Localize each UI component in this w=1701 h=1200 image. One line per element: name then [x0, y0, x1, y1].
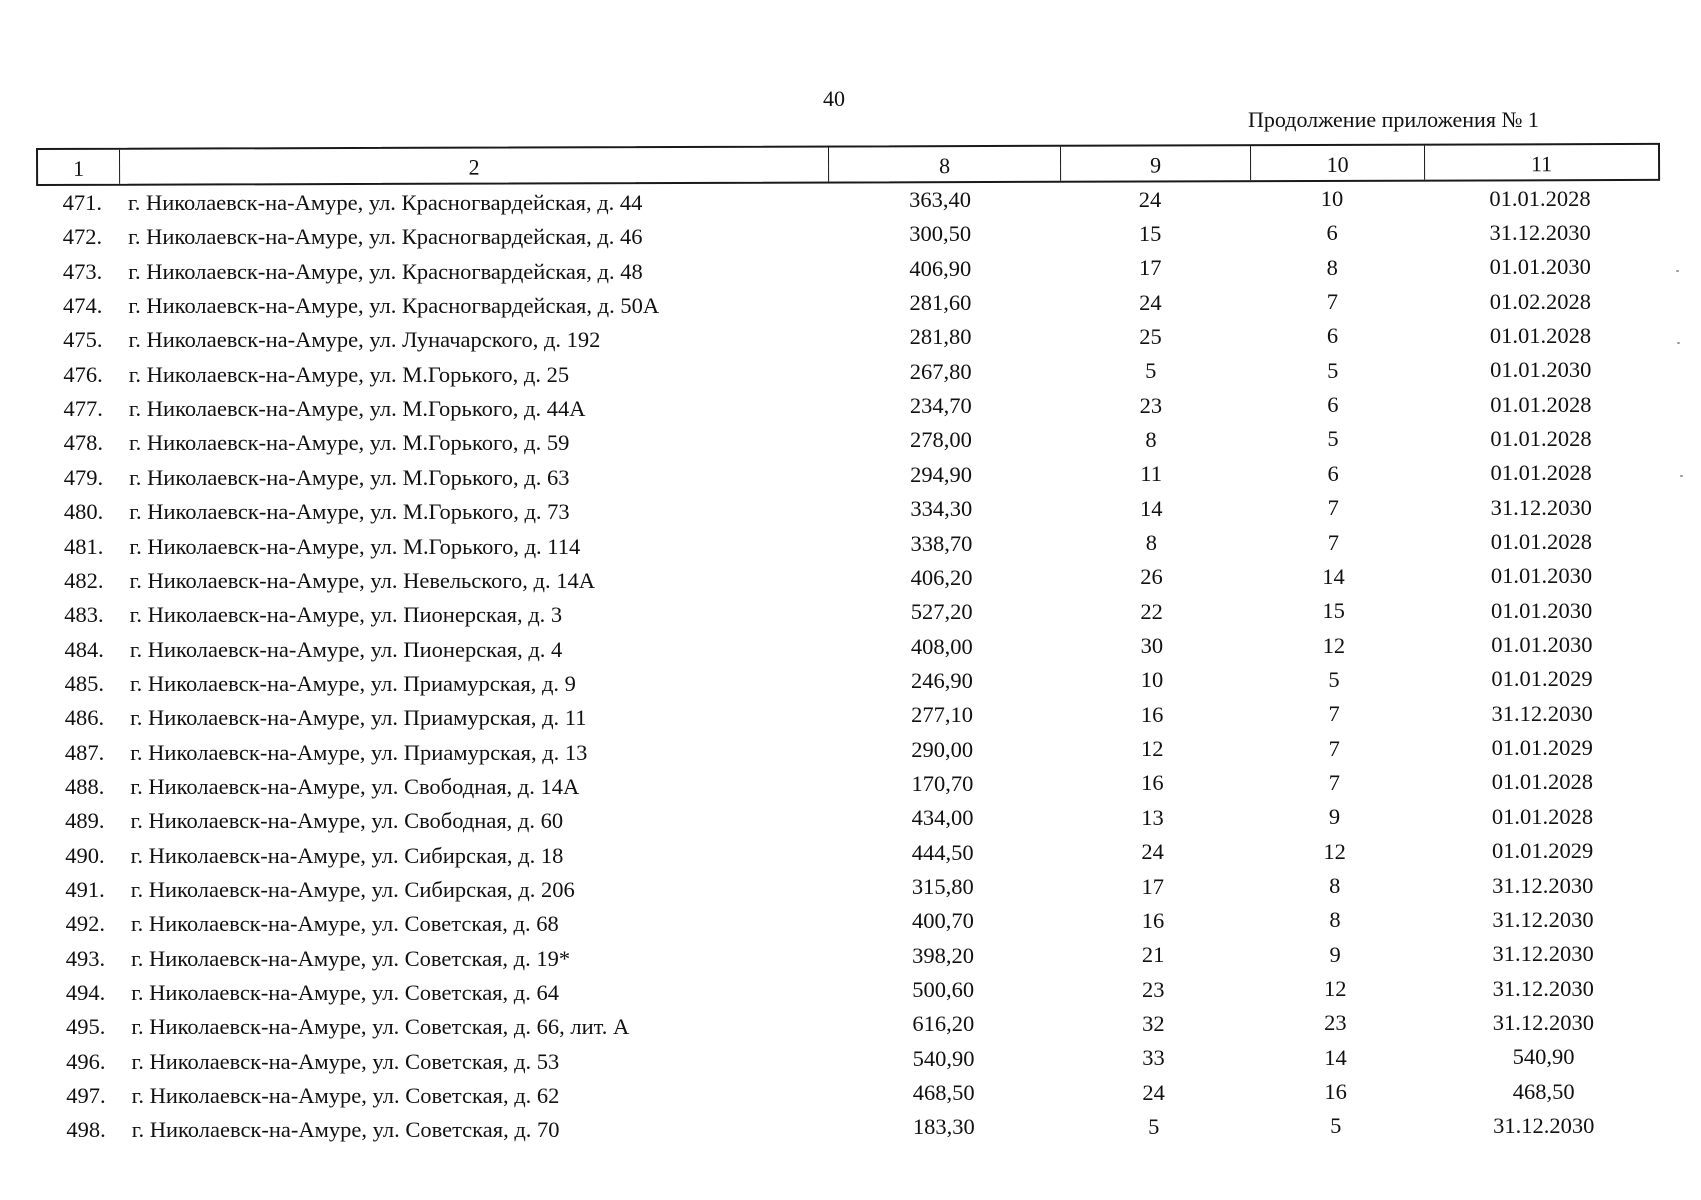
row-col-11: 01.01.2028	[1489, 185, 1591, 211]
row-number: 481.	[64, 533, 104, 559]
row-col-9: 25	[1139, 323, 1162, 349]
row-col-10: 6	[1327, 460, 1339, 486]
table-row	[4, 1078, 1701, 1113]
row-col-10: 6	[1326, 220, 1338, 246]
row-number: 488.	[65, 773, 105, 799]
row-col-9: 10	[1140, 667, 1164, 693]
table-row	[3, 941, 1701, 976]
row-area: 246,90	[911, 667, 973, 693]
row-area: 406,90	[909, 255, 972, 281]
row-col-10: 9	[1329, 941, 1341, 967]
row-address: г. Николаевск-на-Амуре, ул. Красногвардейская, д. 46	[128, 224, 643, 250]
row-address: г. Николаевск-на-Амуре, ул. Свободная, д. 14А	[130, 773, 580, 799]
row-number: 498.	[66, 1117, 106, 1143]
row-col-11: 01.02.2028	[1489, 288, 1592, 314]
row-col-11: 01.01.2028	[1490, 391, 1592, 417]
row-col-11: 31.12.2030	[1492, 975, 1594, 1001]
row-area: 527,20	[910, 599, 973, 625]
row-address: г. Николаевск-на-Амуре, ул. Советская, д. 62	[131, 1083, 560, 1109]
table-row	[0, 185, 1701, 220]
row-area: 400,70	[912, 908, 974, 934]
row-area: 540,90	[912, 1045, 975, 1071]
row-col-10: 12	[1323, 976, 1347, 1002]
header-col-9: 9	[1061, 146, 1251, 181]
row-area: 500,60	[912, 977, 975, 1003]
row-col-11: 01.01.2028	[1491, 803, 1594, 829]
table-row	[1, 322, 1701, 357]
header-col-10: 10	[1251, 146, 1425, 181]
row-col-10: 9	[1328, 804, 1341, 830]
row-col-9: 22	[1140, 598, 1163, 624]
row-col-11: 31.12.2030	[1492, 941, 1594, 967]
row-col-9: 14	[1140, 495, 1163, 521]
row-col-11: 01.01.2028	[1489, 322, 1592, 348]
table-row	[2, 563, 1701, 598]
row-col-11: 31.12.2030	[1493, 1112, 1595, 1138]
row-col-11: 01.01.2030	[1491, 632, 1593, 658]
row-col-11: 31.12.2030	[1491, 700, 1593, 726]
row-number: 480.	[63, 499, 104, 525]
row-area: 338,70	[910, 530, 973, 556]
row-col-11: 468,50	[1512, 1078, 1575, 1104]
row-col-10: 5	[1327, 357, 1339, 383]
row-address: г. Николаевск-на-Амуре, ул. Красногвардейская, д. 50А	[128, 293, 660, 319]
row-address: г. Николаевск-на-Амуре, ул. М.Горького, д. 73	[129, 499, 570, 525]
row-area: 281,60	[909, 290, 972, 316]
table-row	[4, 1112, 1701, 1147]
table-row	[1, 460, 1701, 495]
row-col-10: 12	[1322, 632, 1346, 658]
table-row	[2, 735, 1701, 770]
row-number: 478.	[63, 430, 103, 456]
row-area: 300,50	[909, 221, 972, 247]
row-col-10: 6	[1326, 323, 1339, 349]
row-col-11: 01.01.2030	[1489, 254, 1591, 280]
page-number: 40	[823, 86, 845, 111]
row-address: г. Николаевск-на-Амуре, ул. М.Горького, д. 63	[129, 464, 570, 490]
row-col-11: 01.01.2030	[1490, 563, 1593, 589]
row-address: г. Николаевск-на-Амуре, ул. Пионерская, д. 4	[129, 636, 563, 662]
row-col-11: 01.01.2028	[1490, 425, 1592, 451]
row-col-9: 24	[1138, 186, 1162, 212]
table-row	[3, 838, 1701, 873]
row-col-9: 23	[1141, 976, 1165, 1002]
row-address: г. Николаевск-на-Амуре, ул. Пионерская, д. 3	[129, 602, 563, 628]
row-col-11: 01.01.2028	[1491, 769, 1594, 795]
row-col-10: 14	[1322, 563, 1345, 589]
row-address: г. Николаевск-на-Амуре, ул. Советская, д. 66, лит. А	[131, 1014, 630, 1040]
table-row	[4, 1044, 1701, 1079]
row-number: 471.	[62, 190, 102, 215]
row-col-11: 31.12.2030	[1492, 1009, 1594, 1035]
row-col-10: 12	[1323, 838, 1346, 864]
row-col-9: 26	[1140, 564, 1163, 590]
row-number: 474.	[63, 293, 103, 319]
row-col-9: 24	[1141, 839, 1164, 865]
row-address: г. Николаевск-на-Амуре, ул. Луначарского, д. 192	[128, 327, 601, 353]
scan-speck	[1680, 475, 1683, 477]
table-row	[1, 391, 1701, 426]
table-row	[0, 219, 1701, 254]
table-row	[1, 494, 1701, 529]
row-area: 444,50	[911, 839, 974, 865]
row-area: 406,20	[910, 564, 973, 590]
row-col-11: 01.01.2028	[1490, 460, 1592, 486]
row-col-9: 17	[1141, 873, 1165, 899]
row-col-10: 7	[1327, 495, 1339, 521]
row-col-9: 15	[1138, 220, 1162, 246]
header-col-1: 1	[38, 150, 120, 184]
row-col-9: 16	[1141, 907, 1165, 933]
row-col-9: 8	[1145, 426, 1157, 452]
row-address: г. Николаевск-на-Амуре, ул. Приамурская, д. 9	[129, 670, 576, 696]
row-col-10: 10	[1320, 186, 1344, 211]
header-col-2: 2	[120, 148, 829, 184]
row-col-11: 31.12.2030	[1492, 906, 1594, 932]
table-row	[0, 254, 1701, 289]
row-area: 170,70	[911, 770, 974, 796]
row-area: 277,10	[911, 702, 974, 728]
scan-speck	[1677, 342, 1680, 344]
table-row	[3, 906, 1701, 941]
row-area: 434,00	[911, 805, 974, 831]
table-row	[3, 872, 1701, 907]
row-number: 497.	[66, 1083, 106, 1109]
row-number: 495.	[65, 1014, 106, 1040]
table-row	[2, 700, 1701, 735]
table-row	[0, 288, 1701, 323]
row-area: 183,30	[912, 1114, 975, 1140]
row-col-11: 01.01.2029	[1492, 838, 1594, 864]
continuation-caption: Продолжение приложения № 1	[1248, 107, 1539, 132]
row-area: 278,00	[910, 427, 972, 453]
row-col-9: 5	[1145, 358, 1157, 384]
row-col-11: 01.01.2029	[1491, 666, 1593, 692]
row-number: 479.	[63, 464, 104, 490]
row-address: г. Николаевск-на-Амуре, ул. Сибирская, д. 18	[130, 842, 564, 868]
row-col-10: 8	[1329, 873, 1341, 898]
row-col-10: 8	[1329, 907, 1341, 933]
row-number: 494.	[65, 980, 106, 1006]
row-col-9: 30	[1140, 633, 1164, 659]
row-col-11: 540,90	[1512, 1044, 1575, 1070]
row-number: 492.	[65, 911, 105, 937]
row-col-10: 7	[1326, 289, 1339, 315]
row-col-9: 21	[1141, 942, 1165, 968]
row-address: г. Николаевск-на-Амуре, ул. Советская, д. 53	[131, 1048, 560, 1074]
table-row	[3, 975, 1701, 1010]
table-row	[2, 666, 1701, 701]
row-number: 472.	[62, 224, 103, 250]
row-col-11: 01.01.2029	[1491, 735, 1593, 761]
row-col-11: 31.12.2030	[1489, 219, 1591, 245]
row-number: 489.	[65, 808, 105, 834]
row-area: 294,90	[910, 461, 973, 487]
row-col-9: 17	[1139, 255, 1162, 281]
row-address: г. Николаевск-на-Амуре, ул. Приамурская, д. 11	[130, 705, 587, 731]
row-address: г. Николаевск-на-Амуре, ул. Красногвардейская, д. 44	[128, 190, 643, 215]
row-address: г. Николаевск-на-Амуре, ул. М.Горького, д. 59	[128, 430, 570, 456]
table-row	[3, 1009, 1701, 1044]
row-area: 363,40	[909, 187, 971, 212]
row-area: 398,20	[912, 942, 975, 968]
row-col-10: 6	[1327, 392, 1339, 418]
header-col-8: 8	[829, 147, 1061, 182]
row-area: 315,80	[911, 874, 974, 899]
row-col-9: 11	[1140, 461, 1162, 487]
row-col-10: 5	[1330, 1113, 1342, 1139]
table-row	[1, 425, 1701, 460]
row-col-10: 7	[1328, 735, 1340, 761]
row-number: 483.	[64, 602, 104, 628]
row-address: г. Николаевск-на-Амуре, ул. Приамурская, д. 13	[130, 739, 588, 765]
row-col-11: 01.01.2030	[1490, 357, 1592, 383]
row-number: 486.	[64, 705, 105, 731]
row-area: 281,80	[909, 324, 972, 350]
table-row	[2, 769, 1701, 804]
row-area: 290,00	[911, 736, 974, 762]
table-row	[2, 632, 1701, 667]
row-col-9: 24	[1142, 1079, 1165, 1105]
row-col-9: 23	[1139, 392, 1163, 418]
row-address: г. Николаевск-на-Амуре, ул. М.Горького, д. 44А	[128, 396, 586, 422]
row-col-9: 16	[1141, 770, 1164, 796]
row-area: 616,20	[912, 1011, 975, 1037]
row-address: г. Николаевск-на-Амуре, ул. Сибирская, д. 206	[130, 877, 575, 902]
row-address: г. Николаевск-на-Амуре, ул. Невельского, д. 14А	[129, 567, 595, 593]
row-area: 408,00	[910, 633, 973, 659]
row-number: 476.	[63, 361, 103, 387]
row-address: г. Николаевск-на-Амуре, ул. Красногвардейская, д. 48	[128, 258, 643, 284]
header-col-11: 11	[1530, 151, 1553, 177]
table-row	[2, 597, 1701, 632]
row-address: г. Николаевск-на-Амуре, ул. Советская, д. 64	[131, 980, 559, 1006]
row-col-9: 24	[1139, 289, 1162, 315]
row-number: 485.	[64, 670, 104, 696]
row-area: 468,50	[912, 1080, 975, 1106]
row-address: г. Николаевск-на-Амуре, ул. Советская, д. 19*	[131, 945, 571, 971]
row-number: 473.	[62, 258, 103, 284]
row-col-10: 7	[1328, 769, 1341, 795]
row-col-11: 01.01.2028	[1490, 529, 1593, 554]
row-col-11: 31.12.2030	[1490, 494, 1592, 520]
row-col-9: 5	[1148, 1113, 1160, 1139]
row-col-9: 8	[1145, 530, 1158, 555]
row-address: г. Николаевск-на-Амуре, ул. М.Горького, д. 114	[129, 533, 581, 559]
table-row	[1, 357, 1701, 392]
table-row	[3, 803, 1701, 838]
row-number: 490.	[65, 842, 105, 868]
row-area: 234,70	[909, 393, 972, 419]
row-col-10: 8	[1326, 254, 1338, 280]
row-number: 493.	[65, 945, 106, 971]
row-col-9: 16	[1140, 701, 1164, 727]
row-number: 487.	[64, 739, 105, 765]
row-col-10: 23	[1324, 1010, 1347, 1036]
row-address: г. Николаевск-на-Амуре, ул. Советская, д. 70	[131, 1117, 560, 1143]
row-address: г. Николаевск-на-Амуре, ул. М.Горького, д. 25	[128, 361, 570, 387]
row-number: 482.	[64, 567, 104, 593]
row-col-9: 33	[1142, 1045, 1165, 1071]
scan-speck	[1676, 270, 1679, 272]
row-number: 477.	[63, 396, 103, 422]
row-col-10: 16	[1324, 1079, 1347, 1105]
row-number: 496.	[66, 1048, 106, 1074]
row-col-10: 14	[1324, 1044, 1347, 1070]
row-area: 334,30	[910, 496, 973, 522]
row-col-10: 5	[1327, 426, 1339, 452]
row-area: 267,80	[909, 358, 972, 384]
row-number: 491.	[65, 877, 105, 902]
row-col-11: 01.01.2030	[1491, 597, 1593, 623]
row-address: г. Николаевск-на-Амуре, ул. Свободная, д. 60	[130, 808, 564, 834]
row-col-10: 7	[1328, 701, 1340, 727]
row-number: 475.	[63, 327, 103, 353]
row-number: 484.	[64, 636, 104, 662]
row-col-10: 5	[1328, 666, 1340, 692]
row-address: г. Николаевск-на-Амуре, ул. Советская, д. 68	[130, 911, 559, 937]
row-col-9: 12	[1140, 736, 1164, 762]
row-col-9: 32	[1142, 1010, 1165, 1036]
row-col-11: 31.12.2030	[1492, 872, 1594, 898]
row-col-10: 15	[1322, 598, 1345, 624]
row-col-9: 13	[1141, 804, 1164, 830]
table-row	[1, 529, 1701, 564]
row-col-10: 7	[1327, 529, 1340, 555]
